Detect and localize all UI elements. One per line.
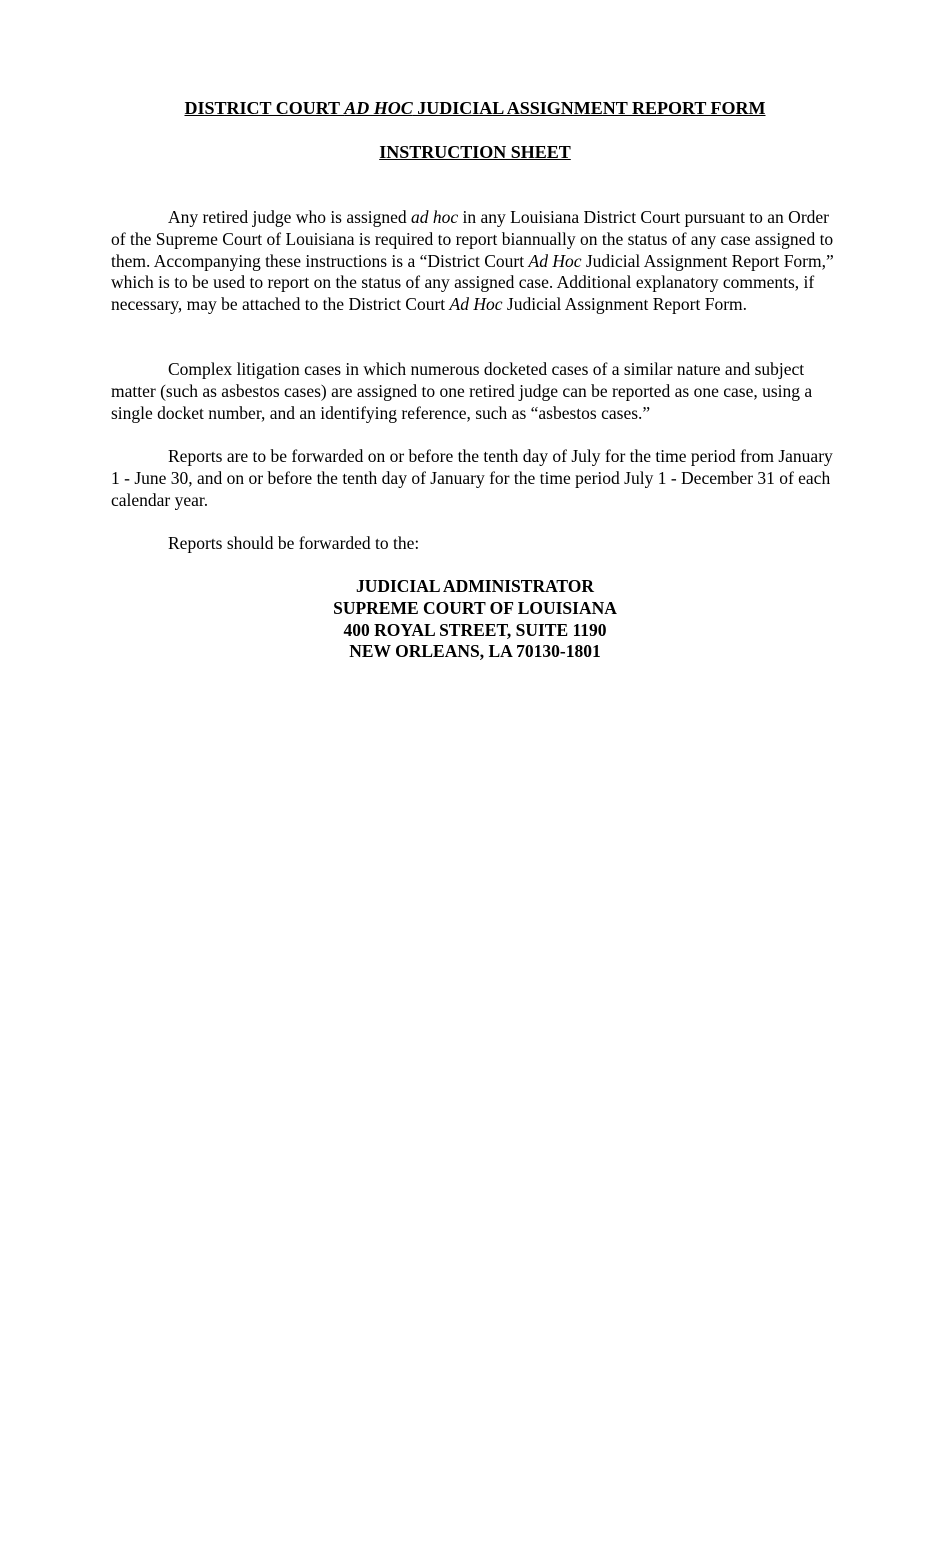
document-title [0,98,950,119]
document-subtitle: INSTRUCTION SHEET [379,142,571,162]
p1-text-3: Judicial Assignment Report Form,” which is to be used to report on the status of any assigned case. Additional explanatory comments, if necessary, may be attached to the District Court [111,250,834,315]
title-text-post: JUDICIAL ASSIGNMENT REPORT FORM [412,98,766,118]
p1-text-2: in any Louisiana District Court pursuant to an Order of the Supreme Court of Louisiana is required to report biannually on the status of any case assigned to them. Accompanying these instructions is a “District Court [111,207,834,271]
p1-text-1: Any retired judge who is assigned [168,207,412,227]
mailing-address [0,576,950,663]
address-line-2: SUPREME COURT OF LOUISIANA [333,597,617,618]
p1-italic-2: Ad Hoc [528,250,582,271]
address-line-3: 400 ROYAL STREET, SUITE 1190 [343,619,607,640]
paragraph-assignment-reporting [111,207,843,316]
address-line-1: JUDICIAL ADMINISTRATOR [355,576,595,596]
title-text-italic: AD HOC [344,98,413,118]
p1-text-4: Judicial Assignment Report Form. [502,294,748,315]
paragraph-forward-to: Reports should be forwarded to the: [168,533,420,553]
address-line-4: NEW ORLEANS, LA 70130-1801 [349,641,601,662]
p1-italic-3: Ad Hoc [449,294,503,315]
p1-italic-1: ad hoc [411,207,459,227]
title-text-pre: DISTRICT COURT [184,98,345,118]
paragraph-report-deadlines: Reports are to be forwarded on or before the tenth day of July for the time period from January 1 - June 30, and on or before the tenth day of January for the time period July 1 - December 31 of each calendar year. [111,446,833,510]
paragraph-complex-litigation: Complex litigation cases in which numerous docketed cases of a similar nature and subject matter (such as asbestos cases) are assigned to one retired judge can be reported as one case, using a single docket number, and an identifying reference, such as “asbestos cases.” [111,359,813,423]
